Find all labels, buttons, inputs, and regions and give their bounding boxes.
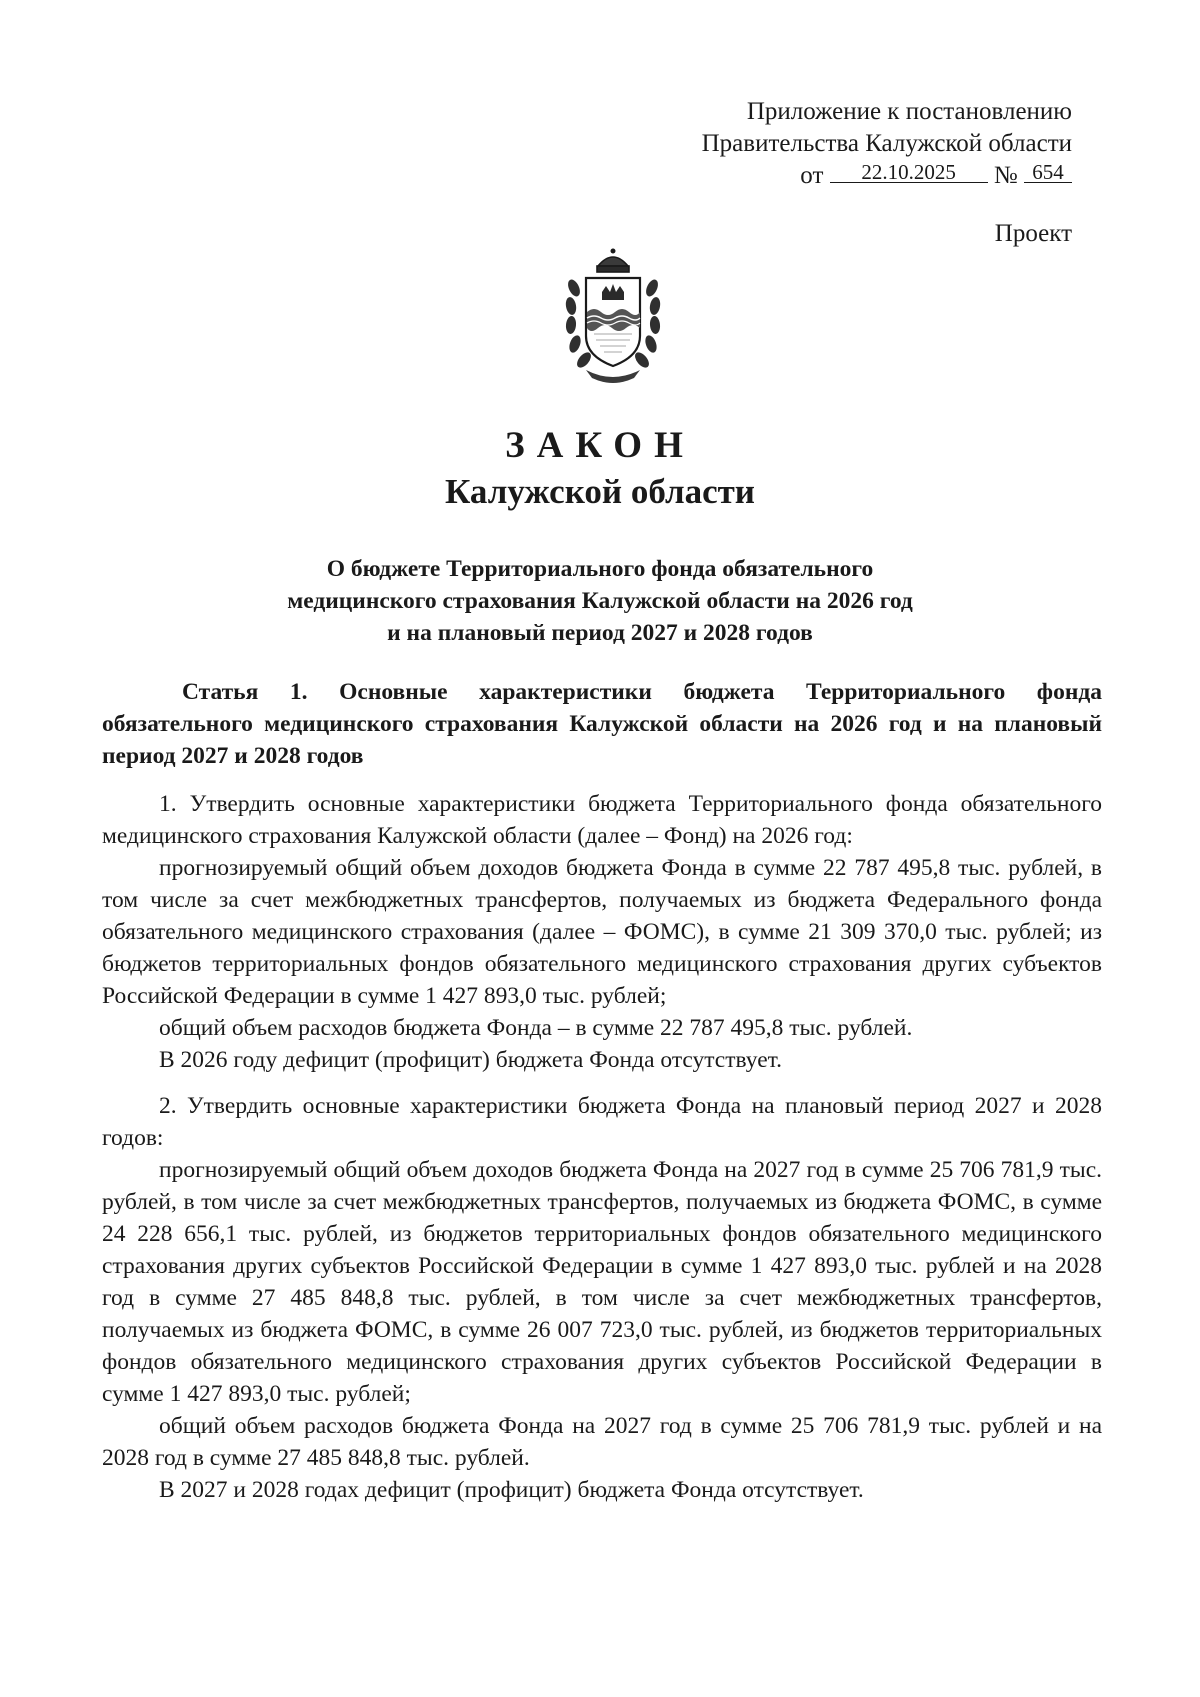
article-heading: Статья 1. Основные характеристики бюджета Территориального фонда обязательного медицинского страхования Калужской области на 2026 год и на плановый период 2027 и 2028 годов <box>102 679 1102 769</box>
paragraph: общий объем расходов бюджета Фонда – в сумме 22 787 495,8 тыс. рублей. <box>159 1015 913 1041</box>
paragraph: В 2026 году дефицит (профицит) бюджета Фонда отсутствует. <box>159 1047 783 1073</box>
number-prefix: № <box>993 162 1018 189</box>
law-body <box>102 676 1102 1506</box>
subject-line-3: и на плановый период 2027 и 2028 годов <box>387 620 813 646</box>
paragraph: прогнозируемый общий объем доходов бюджета Фонда на 2027 год в сумме 25 706 781,9 тыс. рублей, в том числе за счет межбюджетных трансфертов, получаемых из бюджета ФОМС, в сумме 24 228 656,1 тыс. рублей, из бюджетов территориальных фондов обязательного медицинского страхования других субъектов Российской Федерации в сумме 1 427 893,0 тыс. рублей и на 2028 год в сумме 27 485 848,8 тыс. рублей, в том числе за счет межбюджетных трансфертов, получаемых из бюджета ФОМС, в сумме 26 007 723,0 тыс. рублей, из бюджетов территориальных фондов обязательного медицинского страхования других субъектов Российской Федерации в сумме 1 427 893,0 тыс. рублей; <box>102 1157 1102 1407</box>
date-prefix: от <box>800 162 824 189</box>
appendix-date-line <box>702 160 1072 192</box>
paragraph: В 2027 и 2028 годах дефицит (профицит) бюджета Фонда отсутствует. <box>159 1477 864 1503</box>
paragraph: общий объем расходов бюджета Фонда на 2027 год в сумме 25 706 781,9 тыс. рублей и на 2028 год в сумме 27 485 848,8 тыс. рублей. <box>102 1413 1102 1471</box>
kaluga-coat-of-arms-icon <box>564 248 662 384</box>
appendix-header <box>702 96 1072 192</box>
appendix-line-2: Правительства Калужской области <box>701 130 1072 157</box>
subject-line-2: медицинского страхования Калужской области на 2026 год <box>287 588 913 614</box>
subject-line-1: О бюджете Территориального фонда обязательного <box>326 556 874 582</box>
law-subject <box>0 553 1200 649</box>
spacer <box>102 1076 1102 1090</box>
resolution-number: 654 <box>1024 162 1072 183</box>
appendix-line-1: Приложение к постановлению <box>746 98 1072 125</box>
resolution-date: 22.10.2025 <box>830 162 988 183</box>
paragraph: 1. Утвердить основные характеристики бюджета Территориального фонда обязательного медицинского страхования Калужской области (далее – Фонд) на 2026 год: <box>102 791 1102 849</box>
law-region: Калужской области <box>445 472 755 511</box>
paragraph: 2. Утвердить основные характеристики бюджета Фонда на плановый период 2027 и 2028 годов: <box>102 1093 1102 1151</box>
draft-label: Проект <box>994 220 1072 247</box>
paragraph: прогнозируемый общий объем доходов бюджета Фонда в сумме 22 787 495,8 тыс. рублей, в том числе за счет межбюджетных трансфертов, получаемых из бюджета Федерального фонда обязательного медицинского страхования (далее – ФОМС), в сумме 21 309 370,0 тыс. рублей; из бюджетов территориальных фондов обязательного медицинского страхования других субъектов Российской Федерации в сумме 1 427 893,0 тыс. рублей; <box>102 855 1102 1009</box>
law-title: ЗАКОН <box>505 425 695 466</box>
